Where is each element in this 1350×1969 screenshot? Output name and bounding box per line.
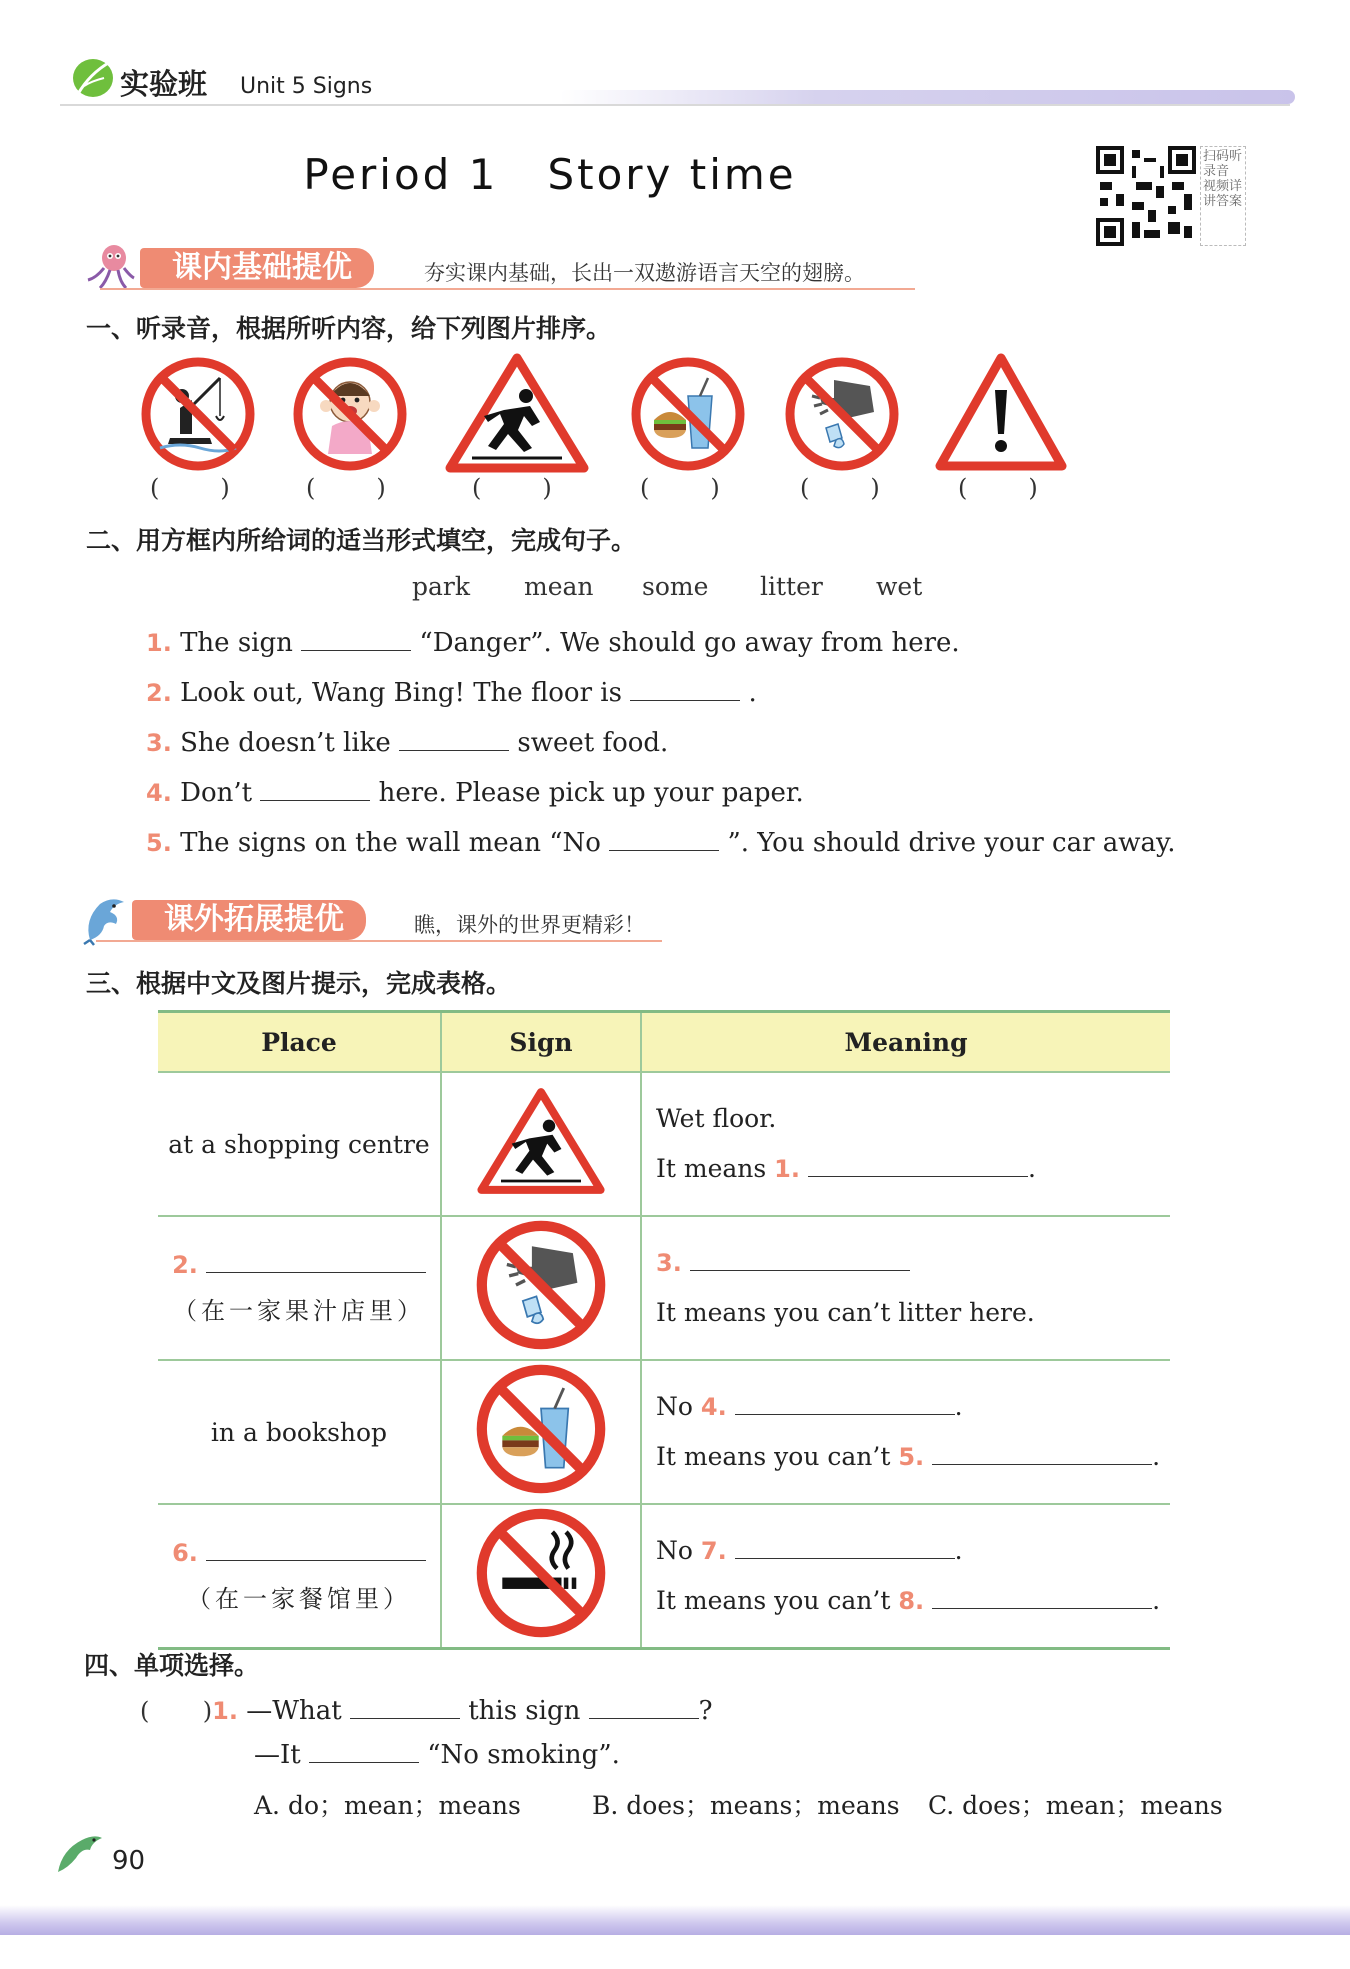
word-mean: mean bbox=[524, 572, 594, 601]
section-note-basic: 夯实课内基础，长出一双遨游语言天空的翅膀。 bbox=[424, 261, 865, 285]
word-box bbox=[412, 572, 932, 608]
place-text: at a shopping centre bbox=[168, 1129, 430, 1159]
place-line bbox=[159, 1242, 439, 1288]
meaning-cell bbox=[641, 1216, 1170, 1360]
no-fishing-icon bbox=[140, 356, 256, 472]
answer-blank[interactable] bbox=[301, 628, 411, 651]
meaning-line bbox=[656, 1094, 1169, 1144]
qr-code-icon[interactable] bbox=[1096, 146, 1196, 246]
no-noise-icon bbox=[292, 356, 408, 472]
meaning-cell bbox=[641, 1504, 1170, 1649]
sentence-text: She doesn’t like bbox=[180, 728, 391, 758]
meaning-text: Wet floor. bbox=[656, 1104, 777, 1133]
section-banner-extension: 课外拓展提优 bbox=[132, 900, 366, 940]
column-header-sign: Sign bbox=[441, 1012, 641, 1073]
mc-question-1-line-1 bbox=[140, 1696, 713, 1726]
meaning-line bbox=[656, 1432, 1169, 1482]
question-text: “No smoking”. bbox=[427, 1740, 620, 1770]
answer-blank[interactable] bbox=[206, 1536, 426, 1561]
sentence-5 bbox=[146, 828, 1176, 858]
sentence-1 bbox=[146, 628, 960, 658]
sentence-3 bbox=[146, 728, 668, 758]
table-row bbox=[158, 1216, 1170, 1360]
meaning-text: It means bbox=[656, 1154, 767, 1183]
section-underline-extension bbox=[96, 940, 662, 942]
meaning-line bbox=[656, 1382, 1169, 1432]
table-row bbox=[158, 1072, 1170, 1216]
meaning-text: It means you can’t bbox=[656, 1586, 891, 1615]
page-title: Period 1 Story time bbox=[303, 150, 797, 199]
item-number: 5. bbox=[898, 1443, 925, 1471]
item-number: 7. bbox=[700, 1537, 727, 1565]
sentence-text: . bbox=[748, 678, 757, 708]
place-cell bbox=[158, 1504, 441, 1649]
fish-footer-icon bbox=[52, 1828, 106, 1878]
question-1-heading: 一、听录音，根据所听内容，给下列图片排序。 bbox=[86, 314, 612, 343]
meaning-line bbox=[656, 1526, 1169, 1576]
answer-blank[interactable] bbox=[309, 1740, 419, 1763]
section-banner-basic: 课内基础提优 bbox=[140, 248, 374, 288]
item-number: 6. bbox=[172, 1539, 198, 1567]
squid-mascot-icon bbox=[84, 242, 136, 290]
answer-paren-3[interactable]: ( ) bbox=[472, 474, 552, 502]
answer-blank[interactable] bbox=[399, 728, 509, 751]
sentence-text: sweet food. bbox=[517, 728, 669, 758]
meaning-text: . bbox=[1152, 1442, 1161, 1471]
leaf-logo-icon bbox=[70, 56, 116, 100]
question-text: —What bbox=[246, 1696, 342, 1726]
column-header-place: Place bbox=[158, 1012, 441, 1073]
sentence-text: here. Please pick up your paper. bbox=[378, 778, 804, 808]
sign-cell bbox=[441, 1072, 641, 1216]
dolphin-mascot-icon bbox=[80, 894, 128, 946]
item-number: 2. bbox=[146, 679, 172, 707]
section-note-extension: 瞧，课外的世界更精彩！ bbox=[414, 913, 645, 937]
option-b[interactable]: B. does；means；means bbox=[592, 1791, 900, 1820]
meaning-cell bbox=[641, 1072, 1170, 1216]
danger-icon bbox=[934, 350, 1068, 474]
sentence-2 bbox=[146, 678, 757, 708]
meaning-line bbox=[656, 1144, 1169, 1194]
unit-title: Unit 5 Signs bbox=[240, 74, 373, 99]
question-3-heading: 三、根据中文及图片提示，完成表格。 bbox=[86, 969, 512, 998]
section-underline-basic bbox=[100, 288, 915, 290]
place-cell bbox=[158, 1216, 441, 1360]
meaning-text: It means you can’t bbox=[656, 1442, 891, 1471]
sentence-text: The sign bbox=[180, 628, 293, 658]
wet-floor-icon bbox=[466, 1085, 616, 1197]
mc-question-1-line-2 bbox=[254, 1740, 620, 1770]
meaning-cell bbox=[641, 1360, 1170, 1504]
sentence-text: “Danger”. We should go away from here. bbox=[419, 628, 960, 658]
place-cell bbox=[158, 1072, 441, 1216]
meaning-line bbox=[656, 1288, 1169, 1338]
table-header-row bbox=[158, 1012, 1170, 1073]
no-food-drink-icon bbox=[475, 1363, 607, 1495]
header-stripe bbox=[560, 90, 1295, 104]
item-number: 4. bbox=[700, 1393, 727, 1421]
header bbox=[0, 0, 1350, 110]
answer-paren-1[interactable]: ( ) bbox=[150, 474, 230, 502]
word-some: some bbox=[642, 572, 709, 601]
page-number: 90 bbox=[112, 1846, 146, 1876]
question-text: ? bbox=[698, 1696, 713, 1726]
item-number: 1. bbox=[146, 629, 172, 657]
footer-stripe bbox=[0, 1905, 1350, 1935]
no-food-drink-icon bbox=[630, 356, 746, 472]
question-text: this sign bbox=[468, 1696, 581, 1726]
item-number: 2. bbox=[172, 1251, 198, 1279]
table-row bbox=[158, 1504, 1170, 1649]
answer-blank[interactable] bbox=[589, 1696, 699, 1719]
sign-cell bbox=[441, 1360, 641, 1504]
meaning-text: . bbox=[954, 1392, 963, 1421]
meaning-text: No bbox=[656, 1536, 693, 1565]
meaning-text: It means you can’t litter here. bbox=[656, 1298, 1035, 1327]
brand-name: 实验班 bbox=[120, 67, 208, 101]
header-divider bbox=[60, 104, 1290, 106]
item-number: 8. bbox=[898, 1587, 925, 1615]
place-hint: （在一家餐馆里） bbox=[187, 1585, 411, 1613]
sentence-4 bbox=[146, 778, 804, 808]
meaning-line bbox=[656, 1238, 1169, 1288]
item-number: 1. bbox=[212, 1697, 238, 1725]
answer-blank[interactable] bbox=[808, 1154, 1028, 1177]
word-park: park bbox=[412, 572, 471, 601]
sentence-text: Don’t bbox=[180, 778, 253, 808]
meaning-line bbox=[656, 1576, 1169, 1626]
item-number: 3. bbox=[656, 1249, 682, 1277]
question-4-heading: 四、单项选择。 bbox=[84, 1651, 260, 1680]
place-cell bbox=[158, 1360, 441, 1504]
answer-blank[interactable] bbox=[690, 1248, 910, 1271]
no-littering-icon bbox=[475, 1219, 607, 1351]
answer-blank[interactable] bbox=[206, 1248, 426, 1273]
answer-paren[interactable]: ( ) bbox=[140, 1697, 213, 1725]
column-header-meaning: Meaning bbox=[641, 1012, 1170, 1073]
answer-blank[interactable] bbox=[932, 1586, 1152, 1609]
item-number: 4. bbox=[146, 779, 172, 807]
answer-blank[interactable] bbox=[260, 778, 370, 801]
sentence-text: The signs on the wall mean “No bbox=[180, 828, 601, 858]
table-row bbox=[158, 1360, 1170, 1504]
answer-paren-2[interactable]: ( ) bbox=[306, 474, 386, 502]
meaning-text: . bbox=[1027, 1154, 1036, 1183]
answer-blank[interactable] bbox=[735, 1392, 955, 1415]
meaning-text: . bbox=[1152, 1586, 1161, 1615]
sign-cell bbox=[441, 1504, 641, 1649]
sentence-text: Look out, Wang Bing! The floor is bbox=[180, 678, 622, 708]
question-2-heading: 二、用方框内所给词的适当形式填空，完成句子。 bbox=[86, 526, 637, 555]
qr-caption: 扫码听录音 视频详讲答案 bbox=[1200, 146, 1246, 246]
option-c[interactable]: C. does；mean；means bbox=[928, 1791, 1223, 1820]
word-litter: litter bbox=[760, 572, 823, 601]
word-wet: wet bbox=[876, 572, 923, 601]
answer-blank[interactable] bbox=[735, 1536, 955, 1559]
answer-blank[interactable] bbox=[630, 678, 740, 701]
sign-cell bbox=[441, 1216, 641, 1360]
wet-floor-icon bbox=[444, 350, 590, 476]
sentence-text: ”. You should drive your car away. bbox=[727, 828, 1176, 858]
option-a[interactable]: A. do；mean；means bbox=[254, 1791, 521, 1820]
meaning-text: . bbox=[954, 1536, 963, 1565]
answer-blank[interactable] bbox=[350, 1696, 460, 1719]
item-number: 5. bbox=[146, 829, 172, 857]
answer-paren-4[interactable]: ( ) bbox=[640, 474, 720, 502]
answer-paren-6[interactable]: ( ) bbox=[958, 474, 1038, 502]
answer-blank[interactable] bbox=[932, 1442, 1152, 1465]
place-hint: （在一家果汁店里） bbox=[173, 1297, 425, 1325]
place-line bbox=[159, 1530, 439, 1576]
answer-blank[interactable] bbox=[609, 828, 719, 851]
question-text: —It bbox=[254, 1740, 301, 1770]
signs-table bbox=[158, 1010, 1170, 1650]
place-text: in a bookshop bbox=[210, 1417, 388, 1447]
item-number: 3. bbox=[146, 729, 172, 757]
no-littering-icon bbox=[784, 356, 900, 472]
item-number: 1. bbox=[774, 1155, 800, 1183]
meaning-text: No bbox=[656, 1392, 693, 1421]
answer-paren-5[interactable]: ( ) bbox=[800, 474, 880, 502]
no-smoking-icon bbox=[475, 1507, 607, 1639]
